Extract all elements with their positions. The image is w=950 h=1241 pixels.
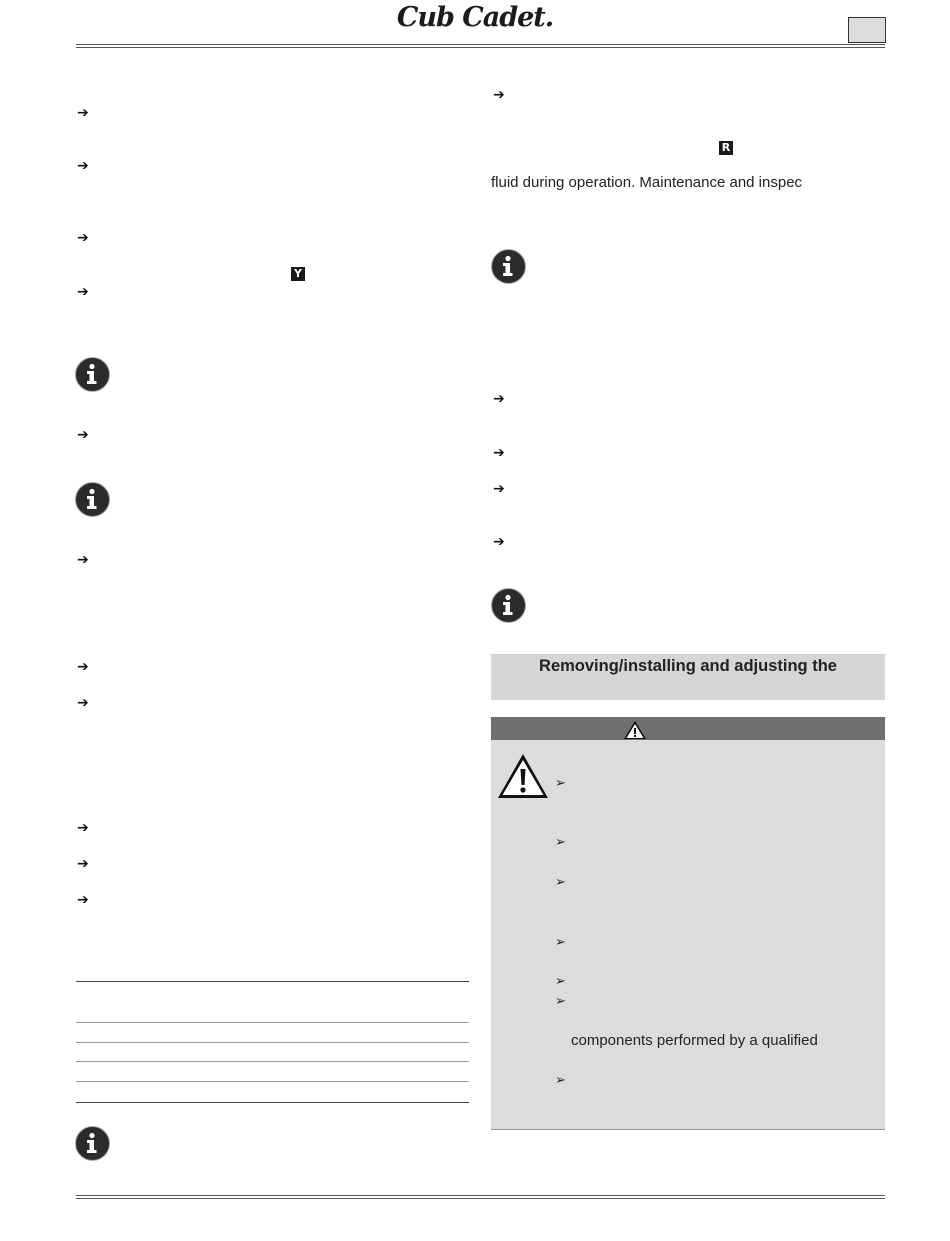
arrow-bullet: ➔: [493, 481, 505, 497]
arrow-bullet: ➔: [77, 158, 89, 174]
key-y-glyph: Y: [291, 267, 305, 281]
warning-bullet: ➢: [555, 974, 566, 989]
table-rule: [76, 1042, 469, 1043]
footer-rule-2: [76, 1198, 885, 1199]
header-rule-1: [76, 44, 885, 45]
arrow-bullet: ➔: [77, 856, 89, 872]
arrow-bullet: ➔: [77, 105, 89, 121]
table-rule: [76, 1102, 469, 1103]
warning-bullet: ➢: [555, 935, 566, 950]
info-icon: [75, 357, 110, 392]
fluid-text: fluid during operation. Maintenance and inspec: [491, 174, 803, 191]
arrow-bullet: ➔: [493, 445, 505, 461]
arrow-bullet: ➔: [77, 659, 89, 675]
warning-components-text: components performed by a qualified: [571, 1032, 818, 1049]
warning-bullet: ➢: [555, 835, 566, 850]
arrow-bullet: ➔: [77, 284, 89, 300]
arrow-bullet: ➔: [493, 391, 505, 407]
section-title: Removing/installing and adjusting the: [539, 657, 837, 675]
arrow-bullet: ➔: [77, 695, 89, 711]
header-rule-2: [76, 47, 885, 48]
table-rule: [76, 1022, 469, 1023]
cub-cadet-logo: Cub Cadet.: [396, 2, 554, 33]
arrow-bullet: ➔: [493, 534, 505, 550]
warning-bullet: ➢: [555, 776, 566, 791]
footer-rule-1: [76, 1195, 885, 1196]
arrow-bullet: ➔: [77, 230, 89, 246]
warning-header-bar: [491, 717, 885, 740]
arrow-bullet: ➔: [493, 87, 505, 103]
table-rule: [76, 1061, 469, 1062]
info-icon: [491, 588, 526, 623]
arrow-bullet: ➔: [77, 427, 89, 443]
arrow-bullet: ➔: [77, 892, 89, 908]
info-icon: [491, 249, 526, 284]
table-rule: [76, 1081, 469, 1082]
arrow-bullet: ➔: [77, 552, 89, 568]
page-number-box: [848, 17, 886, 43]
warning-triangle-icon: [623, 720, 647, 740]
key-r-glyph: R: [719, 141, 733, 155]
table-rule: [76, 981, 469, 982]
warning-bullet: ➢: [555, 875, 566, 890]
arrow-bullet: ➔: [77, 820, 89, 836]
warning-bullet: ➢: [555, 994, 566, 1009]
info-icon: [75, 482, 110, 517]
info-icon: [75, 1126, 110, 1161]
warning-bullet: ➢: [555, 1073, 566, 1088]
warning-triangle-icon: [496, 752, 550, 800]
warning-panel: [491, 717, 885, 1130]
